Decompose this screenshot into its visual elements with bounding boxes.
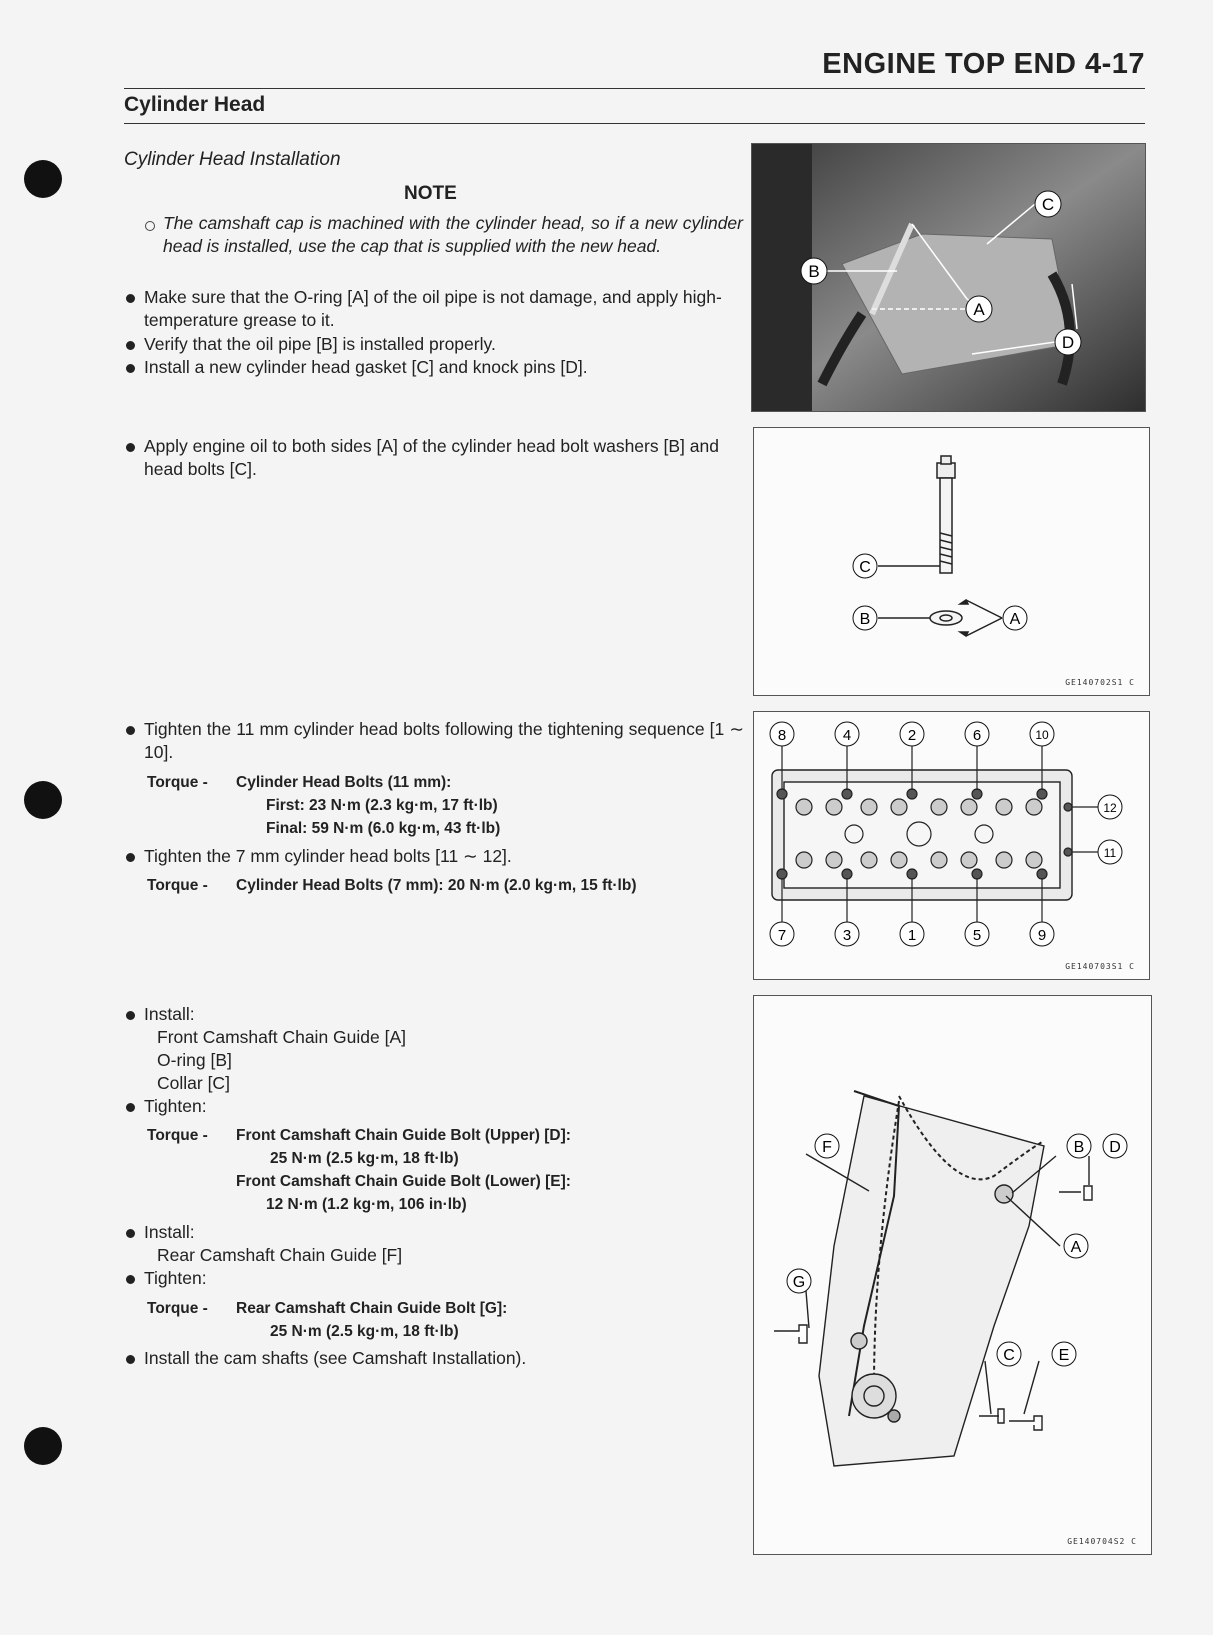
svg-text:B: B <box>808 262 820 281</box>
label-b <box>1067 1134 1091 1158</box>
step-11mm-bolts: Tighten the 11 mm cylinder head bolts following the tightening sequence [1 ∼ 10]. <box>124 718 744 764</box>
torque-7mm: Cylinder Head Bolts (7 mm): 20 N·m (2.0 kg·m, 15 ft·lb) <box>236 877 637 894</box>
svg-text:F: F <box>822 1139 832 1156</box>
svg-text:B: B <box>1073 1139 1085 1156</box>
figure-code: GE140704S2 C <box>1067 1537 1137 1546</box>
torque-11mm-name: Cylinder Head Bolts (11 mm): <box>236 774 452 791</box>
sequence-label-12 <box>1098 795 1122 819</box>
sequence-label-10 <box>1030 722 1054 746</box>
sequence-label-9 <box>1030 922 1054 946</box>
figure-oil-pipe-photo <box>751 143 1146 412</box>
torque-11mm-final: Final: 59 N·m (6.0 kg·m, 43 ft·lb) <box>266 820 501 837</box>
figure-bolt-washer <box>753 427 1150 696</box>
subsection-title: Cylinder Head Installation <box>124 149 341 170</box>
step-install-front: Install: <box>124 1003 195 1026</box>
step-7mm-bolts: Tighten the 7 mm cylinder head bolts [11 ∼ 12]. <box>124 845 744 868</box>
bolt-washer-diagram <box>754 428 1149 695</box>
step-install-camshafts: Install the cam shafts (see Camshaft Installation). <box>124 1347 526 1370</box>
torque-label-2: Torque - <box>147 877 208 894</box>
note-text: The camshaft cap is machined with the cylinder head, so if a new cylinder head is installed, use the cap that is supplied with the new head. <box>143 212 743 258</box>
label-d <box>1103 1134 1127 1158</box>
svg-text:C: C <box>1041 195 1055 214</box>
step-tighten-front: Tighten: <box>124 1095 207 1118</box>
sequence-label-6 <box>965 722 989 746</box>
sequence-label-11 <box>1098 840 1122 864</box>
torque-label-4: Torque - <box>147 1300 208 1317</box>
step-tighten-rear: Tighten: <box>124 1267 207 1290</box>
note-title: NOTE <box>404 183 457 204</box>
figure-code: GE140703S1 C <box>1065 962 1135 971</box>
photo-illustration <box>752 144 1145 411</box>
header-rule <box>124 88 1145 89</box>
sequence-label-8 <box>770 722 794 746</box>
sequence-label-2 <box>900 722 924 746</box>
torque-label-1: Torque - <box>147 774 208 791</box>
label-e <box>1052 1342 1076 1366</box>
svg-text:E: E <box>1058 1347 1070 1364</box>
svg-text:6: 6 <box>972 727 982 744</box>
title-rule <box>124 123 1145 124</box>
svg-text:B: B <box>859 611 871 628</box>
binder-hole-top <box>24 160 62 198</box>
label-g <box>787 1269 811 1293</box>
sequence-label-5 <box>965 922 989 946</box>
torque-label-3: Torque - <box>147 1127 208 1144</box>
install-item-front-guide: Front Camshaft Chain Guide [A] <box>157 1027 406 1047</box>
install-item-rear-guide: Rear Camshaft Chain Guide [F] <box>157 1245 403 1265</box>
step-engine-oil: Apply engine oil to both sides [A] of the cylinder head bolt washers [B] and head bolts [C]. <box>124 435 744 481</box>
svg-text:10: 10 <box>1035 728 1049 742</box>
svg-text:D: D <box>1061 333 1075 352</box>
section-header: ENGINE TOP END 4-17 <box>822 48 1145 80</box>
svg-text:D: D <box>1109 1139 1121 1156</box>
step-oring: Make sure that the O-ring [A] of the oil pipe is not damage, and apply high-temperature grease to it. <box>124 286 744 332</box>
svg-text:G: G <box>792 1274 806 1291</box>
install-item-oring: O-ring [B] <box>157 1050 232 1070</box>
svg-text:3: 3 <box>842 927 852 944</box>
torque-upper-value: 25 N·m (2.5 kg·m, 18 ft·lb) <box>270 1150 459 1167</box>
label-b <box>801 258 827 284</box>
svg-text:A: A <box>973 300 985 319</box>
label-c <box>1035 191 1061 217</box>
label-a <box>1003 606 1027 630</box>
figure-chain-guide <box>753 995 1152 1555</box>
label-c <box>853 554 877 578</box>
label-a <box>1064 1234 1088 1258</box>
svg-text:7: 7 <box>777 927 787 944</box>
binder-hole-middle <box>24 781 62 819</box>
torque-rear-name: Rear Camshaft Chain Guide Bolt [G]: <box>236 1300 508 1317</box>
svg-text:9: 9 <box>1037 927 1047 944</box>
label-f <box>815 1134 839 1158</box>
camshaft-chain-guide-diagram <box>754 996 1151 1554</box>
svg-text:A: A <box>1070 1239 1082 1256</box>
sequence-label-7 <box>770 922 794 946</box>
label-d <box>1055 329 1081 355</box>
svg-text:C: C <box>1003 1347 1015 1364</box>
binder-hole-bottom <box>24 1427 62 1465</box>
step-install-rear: Install: <box>124 1221 195 1244</box>
svg-text:A: A <box>1009 611 1021 628</box>
svg-text:4: 4 <box>842 727 852 744</box>
svg-text:8: 8 <box>777 727 787 744</box>
svg-text:12: 12 <box>1103 801 1117 815</box>
figure-bolt-sequence <box>753 711 1150 980</box>
torque-11mm-first: First: 23 N·m (2.3 kg·m, 17 ft·lb) <box>266 797 498 814</box>
torque-rear-value: 25 N·m (2.5 kg·m, 18 ft·lb) <box>270 1323 459 1340</box>
torque-lower-name: Front Camshaft Chain Guide Bolt (Lower) [E]: <box>236 1173 571 1190</box>
torque-upper-name: Front Camshaft Chain Guide Bolt (Upper) [D]: <box>236 1127 571 1144</box>
step-gasket: Install a new cylinder head gasket [C] and knock pins [D]. <box>124 356 744 379</box>
sequence-label-3 <box>835 922 859 946</box>
install-item-collar: Collar [C] <box>157 1073 230 1093</box>
svg-text:11: 11 <box>1103 846 1117 860</box>
figure-code: GE140702S1 C <box>1065 678 1135 687</box>
sequence-label-1 <box>900 922 924 946</box>
svg-text:C: C <box>859 559 871 576</box>
chapter-title: Cylinder Head <box>124 93 266 116</box>
torque-lower-value: 12 N·m (1.2 kg·m, 106 in·lb) <box>266 1196 467 1213</box>
sequence-label-4 <box>835 722 859 746</box>
cylinder-head-top-view <box>754 712 1149 979</box>
label-b <box>853 606 877 630</box>
svg-text:5: 5 <box>972 927 982 944</box>
step-oil-pipe: Verify that the oil pipe [B] is installed properly. <box>124 333 744 356</box>
label-a <box>966 296 992 322</box>
svg-text:1: 1 <box>907 927 917 944</box>
svg-text:2: 2 <box>907 727 917 744</box>
label-c <box>997 1342 1021 1366</box>
